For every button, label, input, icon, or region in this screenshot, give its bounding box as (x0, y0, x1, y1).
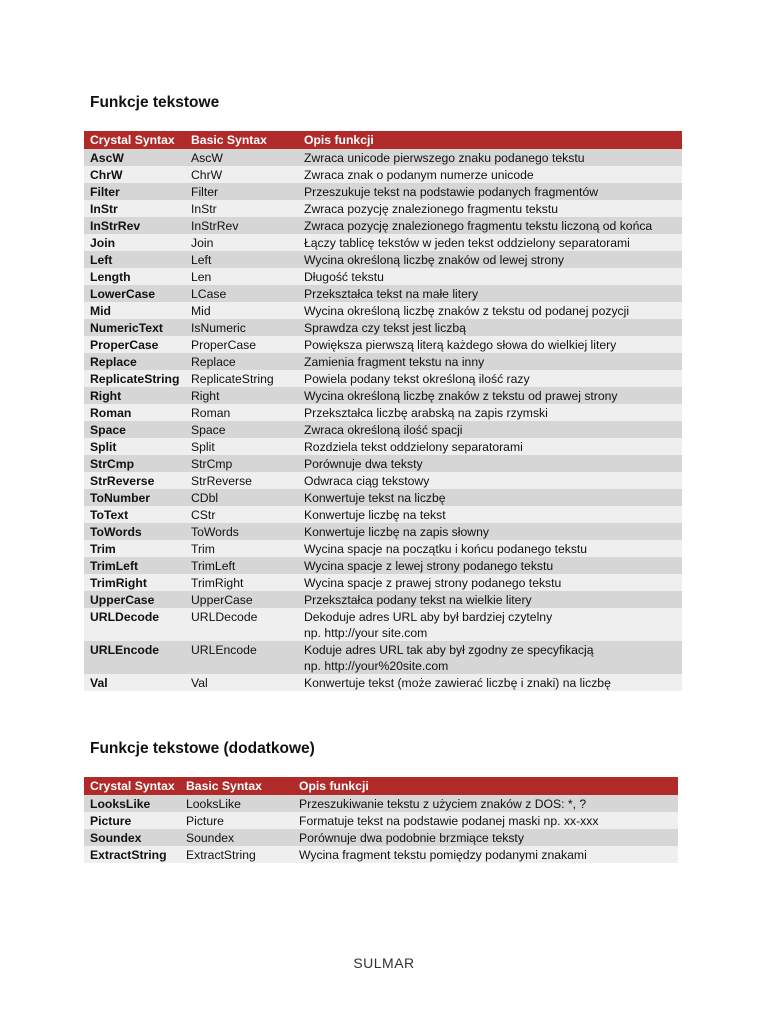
table-row (84, 149, 682, 166)
table-row (84, 166, 682, 183)
basic-syntax-cell: Soundex (180, 829, 293, 846)
description-cell (298, 421, 682, 438)
table-row (84, 319, 682, 336)
crystal-syntax-cell: TrimLeft (84, 557, 185, 574)
description-text: Dekoduje adres URL aby był bardziej czytelny (304, 610, 553, 624)
crystal-syntax-cell: StrCmp (84, 455, 185, 472)
table-row (84, 387, 682, 404)
description-cell (298, 641, 682, 674)
table-row (84, 268, 682, 285)
table-row (84, 812, 678, 829)
basic-syntax-cell: ToWords (185, 523, 298, 540)
crystal-syntax-cell: ToNumber (84, 489, 185, 506)
description-cell (298, 540, 682, 557)
table-row (84, 421, 682, 438)
description-text: Łączy tablicę tekstów w jeden tekst oddzielony separatorami (304, 236, 630, 250)
crystal-syntax-cell: Roman (84, 404, 185, 421)
basic-syntax-cell: Split (185, 438, 298, 455)
description-cell (293, 829, 678, 846)
description-text: Powiększa pierwszą literą każdego słowa do wielkiej litery (304, 338, 617, 352)
description-text: Rozdziela tekst oddzielony separatorami (304, 440, 523, 454)
crystal-syntax-cell: Filter (84, 183, 185, 200)
header-basic-syntax: Basic Syntax (180, 777, 293, 795)
table-row (84, 506, 682, 523)
basic-syntax-cell: LooksLike (180, 795, 293, 812)
table-row (84, 489, 682, 506)
description-cell (298, 438, 682, 455)
description-text: Wycina spacje z lewej strony podanego tekstu (304, 559, 554, 573)
description-text: Długość tekstu (304, 270, 384, 284)
description-cell (298, 489, 682, 506)
description-cell (298, 472, 682, 489)
description-cell (298, 608, 682, 641)
basic-syntax-cell: CDbl (185, 489, 298, 506)
table-row (84, 641, 682, 674)
header-description: Opis funkcji (298, 131, 682, 149)
header-basic-syntax: Basic Syntax (185, 131, 298, 149)
description-text: Przekształca podany tekst na wielkie litery (304, 593, 532, 607)
description-cell (293, 846, 678, 863)
crystal-syntax-cell: InStr (84, 200, 185, 217)
crystal-syntax-cell: Space (84, 421, 185, 438)
basic-syntax-cell: Replace (185, 353, 298, 370)
basic-syntax-cell: InStrRev (185, 217, 298, 234)
description-cell (298, 319, 682, 336)
header-description: Opis funkcji (293, 777, 678, 795)
basic-syntax-cell: StrCmp (185, 455, 298, 472)
crystal-syntax-cell: Soundex (84, 829, 180, 846)
table-row (84, 183, 682, 200)
description-cell (298, 183, 682, 200)
table-row (84, 591, 682, 608)
table-row (84, 353, 682, 370)
crystal-syntax-cell: AscW (84, 149, 185, 166)
basic-syntax-cell: ReplicateString (185, 370, 298, 387)
description-text: Wycina spacje z prawej strony podanego tekstu (304, 576, 562, 590)
description-cell (298, 353, 682, 370)
description-cell (298, 387, 682, 404)
description-text: Koduje adres URL tak aby był zgodny ze specyfikacją (304, 643, 594, 657)
basic-syntax-cell: TrimRight (185, 574, 298, 591)
description-cell (298, 523, 682, 540)
basic-syntax-cell: URLEncode (185, 641, 298, 674)
description-text: Przekształca tekst na małe litery (304, 287, 479, 301)
table-row (84, 608, 682, 641)
crystal-syntax-cell: Right (84, 387, 185, 404)
table-row (84, 404, 682, 421)
description-text: Formatuje tekst na podstawie podanej maski np. xx-xxx (299, 814, 599, 828)
basic-syntax-cell: ChrW (185, 166, 298, 183)
basic-syntax-cell: ExtractString (180, 846, 293, 863)
crystal-syntax-cell: ExtractString (84, 846, 180, 863)
table-row (84, 674, 682, 691)
crystal-syntax-cell: LooksLike (84, 795, 180, 812)
crystal-syntax-cell: Val (84, 674, 185, 691)
basic-syntax-cell: Picture (180, 812, 293, 829)
description-text: Wycina określoną liczbę znaków od lewej strony (304, 253, 565, 267)
table-row (84, 285, 682, 302)
description-text: Konwertuje tekst na liczbę (304, 491, 446, 505)
table-row (84, 455, 682, 472)
description-text: Wycina fragment tekstu pomiędzy podanymi znakami (299, 848, 587, 862)
crystal-syntax-cell: URLDecode (84, 608, 185, 641)
description-cell (293, 795, 678, 812)
description-cell (298, 149, 682, 166)
description-example-text: np. http://your%20site.com (304, 659, 449, 673)
basic-syntax-cell: Right (185, 387, 298, 404)
description-text: Odwraca ciąg tekstowy (304, 474, 430, 488)
basic-syntax-cell: Left (185, 251, 298, 268)
basic-syntax-cell: LCase (185, 285, 298, 302)
table-row (84, 557, 682, 574)
basic-syntax-cell: CStr (185, 506, 298, 523)
description-text: Zwraca znak o podanym numerze unicode (304, 168, 534, 182)
crystal-syntax-cell: Left (84, 251, 185, 268)
crystal-syntax-cell: ProperCase (84, 336, 185, 353)
additional-text-functions-table (84, 777, 678, 863)
description-cell (298, 404, 682, 421)
table-row (84, 472, 682, 489)
description-text: Zwraca unicode pierwszego znaku podanego tekstu (304, 151, 585, 165)
basic-syntax-cell: IsNumeric (185, 319, 298, 336)
crystal-syntax-cell: UpperCase (84, 591, 185, 608)
basic-syntax-cell: Join (185, 234, 298, 251)
basic-syntax-cell: UpperCase (185, 591, 298, 608)
description-example-text: np. http://your site.com (304, 626, 428, 640)
description-cell (298, 234, 682, 251)
crystal-syntax-cell: Trim (84, 540, 185, 557)
description-cell (298, 302, 682, 319)
crystal-syntax-cell: ReplicateString (84, 370, 185, 387)
description-cell (298, 455, 682, 472)
table-row (84, 370, 682, 387)
table-row (84, 200, 682, 217)
description-cell (298, 166, 682, 183)
section-title-text-functions: Funkcje tekstowe (90, 94, 220, 111)
crystal-syntax-cell: URLEncode (84, 641, 185, 674)
description-cell (298, 574, 682, 591)
crystal-syntax-cell: ChrW (84, 166, 185, 183)
description-text: Zamienia fragment tekstu na inny (304, 355, 485, 369)
table-header-row (84, 777, 678, 795)
description-text: Zwraca pozycję znalezionego fragmentu tekstu liczoną od końca (304, 219, 653, 233)
description-cell (298, 557, 682, 574)
basic-syntax-cell: Trim (185, 540, 298, 557)
description-cell (298, 506, 682, 523)
description-text: Powiela podany tekst określoną ilość razy (304, 372, 530, 386)
table-row (84, 234, 682, 251)
basic-syntax-cell: TrimLeft (185, 557, 298, 574)
table-row (84, 846, 678, 863)
basic-syntax-cell: Len (185, 268, 298, 285)
crystal-syntax-cell: Mid (84, 302, 185, 319)
crystal-syntax-cell: Split (84, 438, 185, 455)
description-text: Porównuje dwa teksty (304, 457, 423, 471)
description-cell (298, 370, 682, 387)
header-crystal-syntax: Crystal Syntax (84, 131, 185, 149)
basic-syntax-cell: AscW (185, 149, 298, 166)
description-cell (298, 200, 682, 217)
basic-syntax-cell: Space (185, 421, 298, 438)
description-cell (298, 217, 682, 234)
table-row (84, 302, 682, 319)
table-body (84, 795, 678, 863)
description-text: Zwraca pozycję znalezionego fragmentu tekstu (304, 202, 559, 216)
crystal-syntax-cell: StrReverse (84, 472, 185, 489)
basic-syntax-cell: ProperCase (185, 336, 298, 353)
crystal-syntax-cell: Picture (84, 812, 180, 829)
description-cell (298, 674, 682, 691)
table-row (84, 795, 678, 812)
description-cell (298, 285, 682, 302)
description-text: Wycina spacje na początku i końcu podanego tekstu (304, 542, 588, 556)
footer-brand: SULMAR (353, 955, 415, 971)
description-cell (293, 812, 678, 829)
description-text: Przekształca liczbę arabską na zapis rzymski (304, 406, 548, 420)
crystal-syntax-cell: LowerCase (84, 285, 185, 302)
description-text: Sprawdza czy tekst jest liczbą (304, 321, 466, 335)
description-text: Wycina określoną liczbę znaków z tekstu od prawej strony (304, 389, 618, 403)
crystal-syntax-cell: ToText (84, 506, 185, 523)
crystal-syntax-cell: Length (84, 268, 185, 285)
basic-syntax-cell: Filter (185, 183, 298, 200)
description-cell (298, 591, 682, 608)
description-text: Konwertuje liczbę na zapis słowny (304, 525, 489, 539)
basic-syntax-cell: InStr (185, 200, 298, 217)
table-row (84, 829, 678, 846)
basic-syntax-cell: URLDecode (185, 608, 298, 641)
crystal-syntax-cell: InStrRev (84, 217, 185, 234)
description-cell (298, 251, 682, 268)
table-row (84, 540, 682, 557)
table-row (84, 217, 682, 234)
header-crystal-syntax: Crystal Syntax (84, 777, 180, 795)
table-row (84, 574, 682, 591)
table-row (84, 523, 682, 540)
table-row (84, 336, 682, 353)
basic-syntax-cell: Mid (185, 302, 298, 319)
table-row (84, 438, 682, 455)
basic-syntax-cell: Val (185, 674, 298, 691)
crystal-syntax-cell: ToWords (84, 523, 185, 540)
crystal-syntax-cell: Join (84, 234, 185, 251)
description-text: Wycina określoną liczbę znaków z tekstu od podanej pozycji (304, 304, 630, 318)
table-row (84, 251, 682, 268)
description-cell (298, 268, 682, 285)
description-text: Konwertuje tekst (może zawierać liczbę i znaki) na liczbę (304, 676, 611, 690)
text-functions-table (84, 131, 682, 691)
crystal-syntax-cell: TrimRight (84, 574, 185, 591)
description-text: Zwraca określoną ilość spacji (304, 423, 463, 437)
table-body (84, 149, 682, 691)
basic-syntax-cell: Roman (185, 404, 298, 421)
crystal-syntax-cell: NumericText (84, 319, 185, 336)
description-text: Porównuje dwa podobnie brzmiące teksty (299, 831, 524, 845)
description-cell (298, 336, 682, 353)
description-text: Przeszukiwanie tekstu z użyciem znaków z DOS: *, ? (299, 797, 587, 811)
table-header-row (84, 131, 682, 149)
description-text: Przeszukuje tekst na podstawie podanych fragmentów (304, 185, 599, 199)
basic-syntax-cell: StrReverse (185, 472, 298, 489)
description-text: Konwertuje liczbę na tekst (304, 508, 446, 522)
crystal-syntax-cell: Replace (84, 353, 185, 370)
section-title-additional-text-functions: Funkcje tekstowe (dodatkowe) (90, 740, 315, 757)
